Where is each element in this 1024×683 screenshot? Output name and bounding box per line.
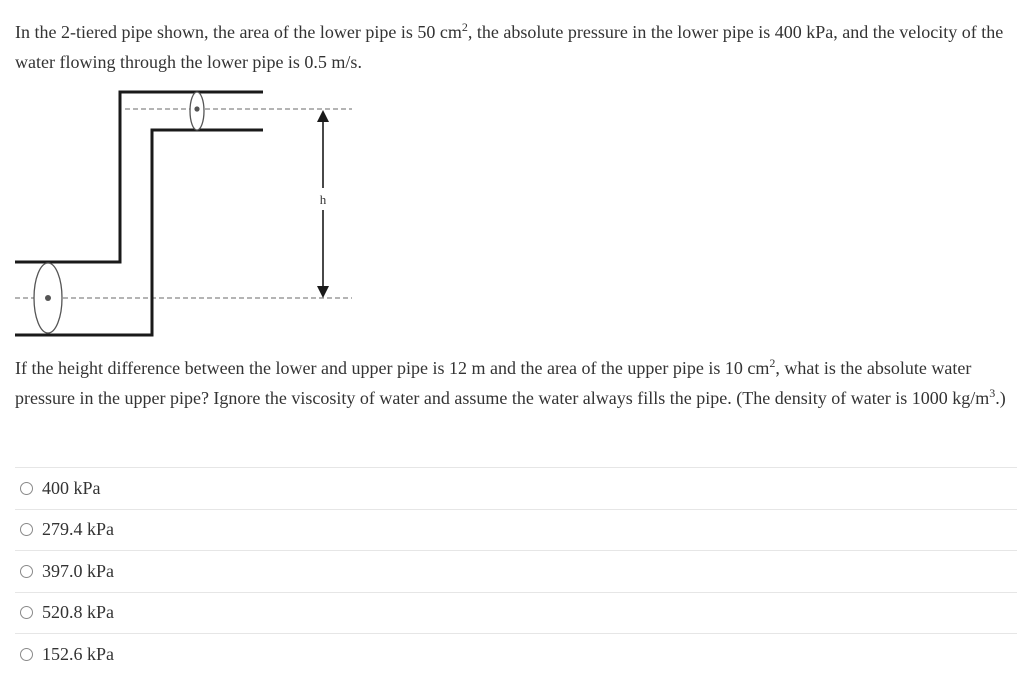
- answer-option-1[interactable]: [15, 467, 1017, 509]
- option-label: 400 kPa: [42, 477, 101, 498]
- intro-text-1: In the 2-tiered pipe shown, the area of the lower pipe is 50 cm: [15, 22, 462, 42]
- pipe-outer-wall: [15, 92, 263, 262]
- intro-text-2: , the absolute pressure in the lower pipe is 400 kPa, and the velocity of the water flowing through the lower pipe is 0.5 m/s.: [15, 22, 1004, 72]
- radio-button[interactable]: [20, 482, 33, 495]
- intro-superscript: 2: [461, 20, 468, 34]
- option-label: 279.4 kPa: [42, 519, 114, 540]
- main-superscript-density: 3: [989, 386, 996, 400]
- height-label: h: [319, 192, 327, 207]
- height-arrow-down-head: [317, 286, 329, 298]
- answer-options: [15, 467, 1017, 675]
- answer-option-4[interactable]: [15, 592, 1017, 634]
- radio-button[interactable]: [20, 565, 33, 578]
- main-text-2: , what is the absolute water pressure in the upper pipe? Ignore the viscosity of water and assume the water always fills the pipe. (The density of water is 1000 kg/m: [15, 358, 990, 408]
- radio-button[interactable]: [20, 648, 33, 661]
- main-superscript-area: 2: [769, 356, 776, 370]
- option-label: 152.6 kPa: [42, 643, 114, 664]
- answer-option-5[interactable]: [15, 633, 1017, 675]
- option-label: 520.8 kPa: [42, 602, 114, 623]
- upper-center-point: [194, 106, 199, 111]
- radio-button[interactable]: [20, 523, 33, 536]
- answer-option-2[interactable]: [15, 509, 1017, 551]
- lower-center-point: [45, 295, 51, 301]
- main-text-1: If the height difference between the lower and upper pipe is 12 m and the area of the upper pipe is 10 cm: [15, 358, 770, 378]
- radio-button[interactable]: [20, 606, 33, 619]
- question-main: [15, 353, 1010, 413]
- height-arrow-up-head: [317, 110, 329, 122]
- answer-option-3[interactable]: [15, 550, 1017, 592]
- option-label: 397.0 kPa: [42, 560, 114, 581]
- main-text-3: .): [995, 388, 1006, 408]
- question-intro: [15, 17, 1010, 77]
- pipe-diagram: [0, 80, 360, 340]
